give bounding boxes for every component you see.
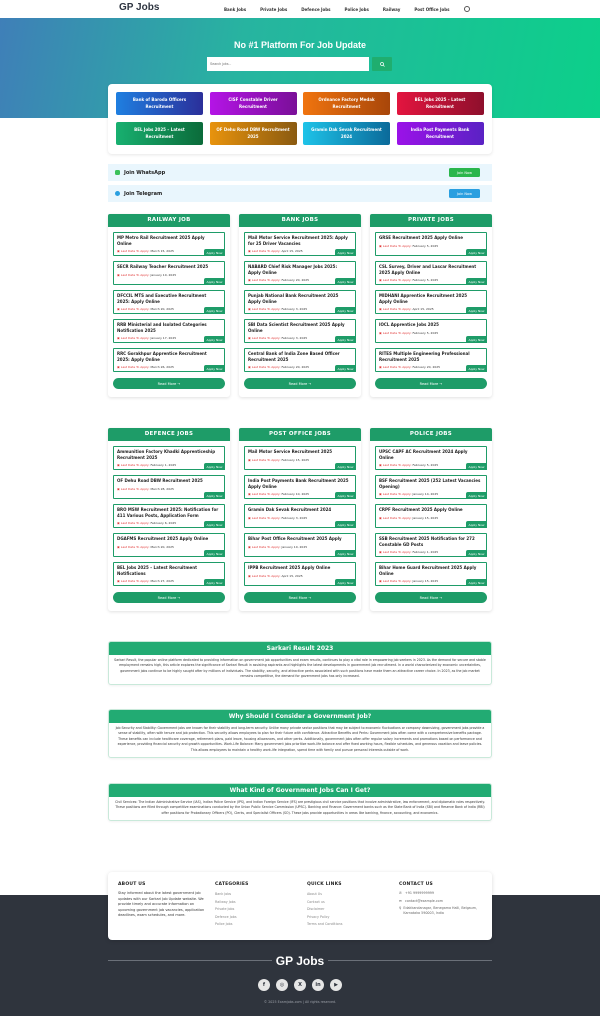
last-date-value: February 5, 2025 (412, 278, 439, 282)
footer-link-defence-jobs[interactable]: Defence Jobs (215, 914, 237, 919)
info-why-government-job (108, 709, 492, 758)
last-date-value: February 5, 2025 (412, 330, 439, 335)
apply-now-button[interactable]: Apply Now (466, 249, 487, 256)
category-railway-jobs (108, 214, 230, 397)
featured-job-tile[interactable]: OF Dehu Road DBW Recruitment 2025 (210, 122, 297, 145)
job-title[interactable]: CRPF Recruitment 2025 Apply Online (379, 507, 463, 512)
join-telegram-bar (108, 185, 492, 202)
job-title[interactable]: GRSE Recruitment 2025 Apply Online (379, 235, 463, 240)
last-date-label: Last Date To Apply: (382, 243, 412, 248)
info-title: What Kind of Government Jobs Can I Get? (109, 784, 491, 797)
calendar-icon: ▣ (117, 544, 121, 549)
category-title: DEFENCE JOBS (108, 428, 230, 441)
last-date-label: Last Date To Apply: (251, 492, 281, 496)
calendar-icon: ▣ (117, 307, 121, 311)
last-date-value: March 20, 2025 (150, 544, 174, 549)
category-bank-jobs (239, 214, 361, 397)
footer-about-title: ABOUT US (118, 882, 146, 887)
category-title: POST OFFICE JOBS (239, 428, 361, 441)
job-item[interactable] (113, 319, 225, 343)
last-date-label: Last Date To Apply: (120, 272, 150, 277)
last-date-label: Last Date To Apply: (251, 249, 281, 253)
calendar-icon: ▣ (379, 330, 383, 335)
job-deadline (248, 516, 352, 520)
last-date-label: Last Date To Apply: (120, 249, 150, 253)
category-title: RAILWAY JOB (108, 214, 230, 227)
apply-now-button[interactable]: Apply Now (335, 550, 356, 557)
job-search-input[interactable] (207, 57, 369, 71)
last-date-value: February 3, 2025 (281, 515, 308, 520)
last-date-label: Last Date To Apply: (251, 336, 281, 340)
featured-job-tile[interactable]: BEL Jobs 2025 – Latest Recruitment (397, 92, 484, 115)
last-date-value: February 20, 2025 (281, 278, 310, 282)
nav-police-jobs[interactable]: Police Jobs (344, 6, 369, 12)
read-more-button[interactable]: Read More → (113, 378, 225, 389)
job-deadline (379, 516, 483, 520)
featured-job-tile[interactable]: India Post Payments Bank Recruitment (397, 122, 484, 145)
calendar-icon: ▣ (117, 272, 121, 277)
last-date-value: February 5, 2025 (412, 463, 439, 467)
footer-link-contact-us[interactable]: Contact us (307, 899, 325, 904)
last-date-value: March 28, 2025 (150, 486, 174, 491)
info-sarkari-result (108, 641, 492, 685)
last-date-label: Last Date To Apply: (120, 544, 150, 549)
job-deadline (379, 244, 483, 248)
last-date-label: Last Date To Apply: (251, 573, 281, 578)
last-date-value: January 15, 2025 (412, 515, 439, 520)
footer-contact (399, 882, 487, 919)
job-title[interactable]: RRB Ministerial and Isolated Categories Notification 2025 (117, 322, 207, 333)
last-date-value: February 1, 2025 (412, 550, 439, 554)
apply-now-button[interactable]: Apply Now (466, 307, 487, 314)
hero-title: No #1 Platform For Job Update (233, 40, 367, 50)
last-date-value: January 10, 2025 (281, 544, 308, 549)
nav-defence-jobs[interactable]: Defence Jobs (301, 6, 331, 12)
apply-now-button[interactable]: Apply Now (466, 521, 487, 528)
contact-phone-text[interactable]: +91 9999999999 (405, 891, 434, 895)
apply-now-button[interactable]: Apply Now (335, 307, 356, 314)
job-item[interactable] (244, 446, 356, 470)
apply-now-button[interactable]: Apply Now (466, 463, 487, 470)
job-deadline (379, 331, 483, 335)
info-body: Civil Services: The Indian Administrative Service (IAS), Indian Police Service (IPS), and Indian Foreign Service (IFS) are prestigious civil service positions that involve administrative, law enforcement, and diplomatic roles respectively. These positions are filled through competitive examinations conducted by the Union Public Service Commission (UPSC). Banking and Finance: Government banks such as the State Bank of India (SBI) and Reserve Bank of India (RBI) offer positions for Probationary Officers (PO), Clerks, and Specialist Officers (SO). These jobs provide opportunities in areas like banking, finance, accounting, and economics. (115, 800, 485, 815)
apply-now-button[interactable]: Apply Now (204, 307, 225, 314)
calendar-icon: ▣ (379, 579, 383, 583)
apply-now-button[interactable]: Apply Now (204, 249, 225, 256)
join-telegram-label: Join Telegram (124, 190, 163, 197)
job-item[interactable] (244, 319, 356, 343)
last-date-value: February 20, 2025 (281, 365, 310, 369)
calendar-icon: ▣ (117, 365, 121, 369)
last-date-value: February 5, 2025 (412, 243, 439, 248)
calendar-icon: ▣ (379, 515, 383, 520)
category-title: PRIVATE JOBS (370, 214, 492, 227)
search-icon[interactable] (464, 6, 470, 12)
job-item[interactable] (244, 290, 356, 314)
last-date-value: April 15, 2025 (412, 307, 434, 311)
location-pin-icon: ⚲ (399, 906, 402, 910)
job-title[interactable]: Central Bank of India Zone Based Officer Recruitment 2025 (248, 351, 340, 362)
info-kind-of-jobs (108, 783, 492, 821)
category-defence-jobs (108, 428, 230, 611)
nav-bank-jobs[interactable]: Bank Jobs (224, 6, 247, 12)
job-item[interactable] (375, 533, 487, 557)
apply-now-button[interactable]: Apply Now (335, 249, 356, 256)
job-title[interactable]: CSL Survey, Driver and Lascar Recruitment 2025 Apply Online (379, 264, 477, 275)
job-deadline (248, 574, 352, 578)
join-telegram-button[interactable]: Join Now (449, 189, 480, 198)
job-title[interactable]: Mail Motor Service Recruitment 2025: Apply for 25 Driver Vacancies (248, 235, 348, 246)
join-whatsapp-label: Join WhatsApp (124, 169, 166, 176)
job-item[interactable] (113, 446, 225, 470)
job-item[interactable] (244, 261, 356, 285)
job-item[interactable] (375, 562, 487, 586)
apply-now-button[interactable]: Apply Now (466, 336, 487, 343)
job-item[interactable] (375, 319, 487, 343)
read-more-button[interactable]: Read More → (375, 592, 487, 603)
job-title[interactable]: OF Dehu Road DBW Recruitment 2025 (117, 478, 203, 483)
footer-link-disclaimer[interactable]: Disclaimer (307, 907, 325, 911)
site-logo[interactable]: GP Jobs (119, 2, 160, 13)
job-item[interactable] (375, 232, 487, 256)
job-title[interactable]: IPPB Recruitment 2025 Apply Online (248, 565, 331, 570)
info-body: Job Security and Stability: Government jobs are known for their stability and long-term security. Unlike many private sector positions that may be subject to economic fluctuations or company downsizing, government jobs provide a sense of stability, often with tenure and job protection. This security allows employees to plan for their future with confidence. Attractive Benefits and Perks: Government jobs often come with a comprehensive benefits package. These benefits can include healthcare coverage, retirement plans, paid leave, housing allowances, and other perks. Additionally, government jobs often offer regular salary increments and promotions based on performance and experience, providing financial security and growth opportunities. Work-Life Balance: Many government jobs prioritize work-life balance and offer fixed working hours, flexible schedules, and generous vacation and leave policies. This allows employees to maintain a healthy work-life integration, spend time with family and pursue personal interests outside of work. (115, 726, 485, 752)
last-date-value: February 20, 2025 (412, 365, 441, 369)
apply-now-button[interactable]: Apply Now (466, 278, 487, 285)
nav-post-office-jobs[interactable]: Post Office Jobs (414, 6, 450, 12)
site-header (0, 0, 600, 18)
job-title[interactable]: RITES Multiple Engineering Professional Recruitment 2025 (379, 351, 470, 362)
footer-link-terms[interactable]: Terms and Conditions (307, 922, 343, 926)
featured-job-tile[interactable]: BEL Jobs 2025 – Latest Recruitment (116, 122, 203, 145)
job-item[interactable] (113, 261, 225, 285)
job-item[interactable] (375, 504, 487, 528)
category-private-jobs (370, 214, 492, 397)
last-date-label: Last Date To Apply: (382, 492, 412, 496)
phone-icon: ✆ (399, 891, 402, 895)
read-more-button[interactable]: Read More → (244, 592, 356, 603)
calendar-icon: ▣ (379, 307, 383, 311)
footer-contact-title: CONTACT US (399, 882, 433, 887)
job-title[interactable]: Ammunition Factory Khadki Apprenticeship Recruitment 2025 (117, 449, 216, 460)
calendar-icon: ▣ (248, 492, 252, 496)
calendar-icon: ▣ (248, 544, 252, 549)
contact-email-text[interactable]: contact@example.com (405, 898, 443, 903)
footer-quick-links-title: QUICK LINKS (307, 882, 342, 887)
job-title[interactable]: India Post Payments Bank Recruitment 2025 Apply Online (248, 478, 349, 489)
last-date-value: April 15, 2025 (281, 573, 303, 578)
last-date-value: January 17, 2025 (150, 336, 177, 340)
calendar-icon: ▣ (117, 579, 121, 583)
social-links (258, 979, 342, 991)
job-title[interactable]: SSB Recruitment 2025 Notification for 272 Constable GD Posts (379, 536, 475, 547)
last-date-value: January 15, 2025 (412, 579, 439, 583)
calendar-icon: ▣ (379, 463, 383, 467)
featured-jobs-panel (108, 84, 492, 154)
last-date-label: Last Date To Apply: (251, 365, 281, 369)
last-date-label: Last Date To Apply: (251, 544, 281, 549)
job-deadline (117, 545, 221, 549)
last-date-value: March 15, 2025 (150, 249, 174, 253)
contact-address-text: Edakkandanagar, Benegama Halli, Belgaum, Karnataka 590003, India (403, 906, 478, 915)
apply-now-button[interactable]: Apply Now (466, 550, 487, 557)
contact-email (399, 899, 487, 904)
category-police-jobs (370, 428, 492, 611)
footer-about-text: Stay informed about the latest government job updates with our Sarkari Job Update website. We provide timely and accurate information on upcoming government job vacancies, application deadlines, exam schedules, and more. (118, 891, 205, 917)
calendar-icon: ▣ (117, 521, 121, 525)
category-title: BANK JOBS (239, 214, 361, 227)
last-date-label: Last Date To Apply: (120, 486, 150, 491)
apply-now-button[interactable]: Apply Now (335, 492, 356, 499)
last-date-label: Last Date To Apply: (120, 463, 150, 467)
last-date-value: March 26, 2025 (150, 365, 174, 369)
last-date-value: February 3, 2025 (281, 307, 308, 311)
last-date-label: Last Date To Apply: (120, 521, 150, 525)
calendar-icon: ▣ (379, 550, 383, 554)
job-title[interactable]: MIDHANI Apprentice Recruitment 2025 Apply Online (379, 293, 468, 304)
calendar-icon: ▣ (248, 457, 252, 462)
footer-link-bank-jobs[interactable]: Bank Jobs (215, 892, 232, 896)
job-item[interactable] (113, 290, 225, 314)
last-date-label: Last Date To Apply: (382, 550, 412, 554)
nav-railway[interactable]: Railway (382, 6, 401, 12)
apply-now-button[interactable]: Apply Now (466, 579, 487, 586)
apply-now-button[interactable]: Apply Now (335, 336, 356, 343)
last-date-label: Last Date To Apply: (382, 515, 412, 520)
job-title[interactable]: BEL Jobs 2025 – Latest Recruitment Notifications (117, 565, 197, 576)
last-date-label: Last Date To Apply: (120, 579, 150, 583)
calendar-icon: ▣ (248, 365, 252, 369)
nav-private-jobs[interactable]: Private Jobs (260, 6, 288, 12)
footer-quick-links (307, 882, 342, 929)
instagram-icon[interactable]: ◎ (276, 979, 288, 991)
read-more-button[interactable]: Read More → (244, 378, 356, 389)
apply-now-button[interactable]: Apply Now (204, 463, 225, 470)
info-title: Sarkari Result 2023 (109, 642, 491, 655)
calendar-icon: ▣ (248, 307, 252, 311)
apply-now-button[interactable]: Apply Now (204, 336, 225, 343)
job-title[interactable]: NABARD Chief Risk Manager Jobs 2025: Apply Online (248, 264, 338, 275)
job-title[interactable]: BSF Recruitment 2025 (252 Latest Vacancies Opening) (379, 478, 481, 489)
last-date-value: February 10, 2025 (281, 492, 310, 496)
last-date-label: Last Date To Apply: (120, 336, 150, 340)
apply-now-button[interactable]: Apply Now (335, 278, 356, 285)
job-item[interactable] (244, 348, 356, 372)
calendar-icon: ▣ (379, 278, 383, 282)
job-item[interactable] (244, 562, 356, 586)
join-whatsapp-button[interactable]: Join Now (449, 168, 480, 177)
job-title[interactable]: Bihar Post Office Recruitment 2025 Apply (248, 536, 342, 541)
job-title[interactable]: UPSC CAPF AC Recruitment 2024 Apply Online (379, 449, 468, 460)
contact-phone (399, 891, 487, 896)
featured-job-tile[interactable]: CISF Constable Driver Recruitment (210, 92, 297, 115)
job-item[interactable] (244, 504, 356, 528)
youtube-icon[interactable]: ▶ (330, 979, 342, 991)
telegram-icon (115, 191, 120, 196)
calendar-icon: ▣ (248, 515, 252, 520)
job-item[interactable] (375, 446, 487, 470)
apply-now-button[interactable]: Apply Now (204, 278, 225, 285)
last-date-label: Last Date To Apply: (382, 330, 412, 335)
apply-now-button[interactable]: Apply Now (204, 521, 225, 528)
last-date-label: Last Date To Apply: (382, 307, 412, 311)
last-date-value: January 14, 2025 (412, 492, 439, 496)
last-date-value: February 15, 2025 (281, 457, 310, 462)
email-icon: ✉ (399, 898, 402, 903)
job-item[interactable] (375, 290, 487, 314)
category-title: POLICE JOBS (370, 428, 492, 441)
job-item[interactable] (244, 475, 356, 499)
copyright: © 2025 Examjobs.com | All rights reserved. (263, 1000, 337, 1004)
info-body: Sarkari Result, the popular online platform dedicated to providing information on government job opportunities and exam results, continues to play a vital role in empowering job seekers in 2023. As the demand for secure and stable employment remains high, this article explores the significance of Sarkari Result in assisting aspirants and highlights the latest developments in government job recruitment. In a world characterized by economic uncertainties, government jobs continue to be highly sought after by millions of individuals. The stability, security, and attractive perks associated with such positions have made them an attractive career choice. In 2023, as the job market remains competitive, the demand for government jobs has only increased. (114, 658, 486, 679)
calendar-icon: ▣ (248, 249, 252, 253)
last-date-value: February 6, 2025 (150, 521, 177, 525)
linkedin-icon[interactable]: in (312, 979, 324, 991)
footer-links-card (108, 872, 492, 940)
job-deadline (117, 487, 221, 491)
main-nav (224, 0, 470, 18)
last-date-label: Last Date To Apply: (251, 278, 281, 282)
apply-now-button[interactable]: Apply Now (204, 365, 225, 372)
search-icon (380, 62, 385, 67)
job-item[interactable] (244, 533, 356, 557)
calendar-icon: ▣ (379, 492, 383, 496)
job-item[interactable] (375, 261, 487, 285)
featured-job-tile[interactable]: Bank of Baroda Officers Recruitment (116, 92, 203, 115)
apply-now-button[interactable]: Apply Now (335, 365, 356, 372)
apply-now-button[interactable]: Apply Now (204, 550, 225, 557)
featured-job-tile[interactable]: Ordnance Factory Medak Recruitment (303, 92, 390, 115)
job-item[interactable] (375, 475, 487, 499)
footer-link-about-us[interactable]: About Us (307, 892, 322, 896)
footer-categories (215, 882, 249, 929)
whatsapp-icon (115, 170, 120, 175)
last-date-value: March 27, 2025 (150, 579, 174, 583)
read-more-button[interactable]: Read More → (375, 378, 487, 389)
job-title[interactable]: SBI Data Scientist Recruitment 2025 Apply Online (248, 322, 345, 333)
job-title[interactable]: Mail Motor Service Recruitment 2025 (248, 449, 333, 454)
calendar-icon: ▣ (379, 243, 383, 248)
job-item[interactable] (113, 475, 225, 499)
footer-about (118, 882, 206, 919)
calendar-icon: ▣ (117, 249, 121, 253)
calendar-icon: ▣ (248, 278, 252, 282)
job-item[interactable] (113, 533, 225, 557)
last-date-value: January 10, 2025 (150, 272, 177, 277)
apply-now-button[interactable]: Apply Now (204, 579, 225, 586)
featured-job-tile[interactable]: Gramin Dak Sevak Recruitment 2024 (303, 122, 390, 145)
calendar-icon: ▣ (248, 573, 252, 578)
apply-now-button[interactable]: Apply Now (335, 579, 356, 586)
apply-now-button[interactable]: Apply Now (466, 365, 487, 372)
last-date-label: Last Date To Apply: (251, 307, 281, 311)
footer-link-police-jobs[interactable]: Police Jobs (215, 922, 233, 926)
calendar-icon: ▣ (379, 365, 383, 369)
footer-logo: GP Jobs (0, 950, 600, 969)
job-item[interactable] (244, 232, 356, 256)
footer-link-privacy-policy[interactable]: Privacy Policy (307, 914, 330, 919)
category-post-office-jobs (239, 428, 361, 611)
last-date-value: April 15, 2025 (281, 249, 303, 253)
job-deadline (248, 458, 352, 462)
info-title: Why Should I Consider a Government Job? (109, 710, 491, 723)
apply-now-button[interactable]: Apply Now (335, 521, 356, 528)
job-deadline (248, 545, 352, 549)
contact-address (399, 906, 487, 916)
apply-now-button[interactable]: Apply Now (204, 492, 225, 499)
last-date-label: Last Date To Apply: (251, 515, 281, 520)
job-title[interactable]: DFCCIL MTS and Executive Recruitment 2025: Apply Online (117, 293, 207, 304)
calendar-icon: ▣ (117, 486, 121, 491)
last-date-label: Last Date To Apply: (382, 365, 412, 369)
last-date-value: March 20, 2025 (150, 307, 174, 311)
search-button[interactable] (372, 57, 392, 71)
calendar-icon: ▣ (117, 463, 121, 467)
job-item[interactable] (113, 348, 225, 372)
calendar-icon: ▣ (117, 336, 121, 340)
apply-now-button[interactable]: Apply Now (335, 463, 356, 470)
job-item[interactable] (113, 504, 225, 528)
read-more-button[interactable]: Read More → (113, 592, 225, 603)
last-date-label: Last Date To Apply: (251, 457, 281, 462)
job-title[interactable]: Punjab National Bank Recruitment 2025 Apply Online (248, 293, 339, 304)
job-title[interactable]: MP Metro Rail Recruitment 2025 Apply Online (117, 235, 205, 246)
last-date-value: February 3, 2025 (281, 336, 308, 340)
x-twitter-icon[interactable]: X (294, 979, 306, 991)
last-date-label: Last Date To Apply: (382, 278, 412, 282)
last-date-value: February 1, 2025 (150, 463, 177, 467)
last-date-label: Last Date To Apply: (382, 463, 412, 467)
footer-link-railway-jobs[interactable]: Railway Jobs (215, 899, 236, 904)
job-title[interactable]: SECR Railway Teacher Recruitment 2025 (117, 264, 209, 269)
footer-categories-title: CATEGORIES (215, 882, 249, 887)
footer-link-private-jobs[interactable]: Private Jobs (215, 907, 235, 911)
job-title[interactable]: BRO MSW Recruitment 2025: Notification for 411 Various Posts, Application Form (117, 507, 219, 518)
job-deadline (117, 273, 221, 277)
last-date-label: Last Date To Apply: (120, 307, 150, 311)
job-title[interactable]: DGAFMS Recruitment 2025 Apply Online (117, 536, 209, 541)
last-date-label: Last Date To Apply: (382, 579, 412, 583)
last-date-label: Last Date To Apply: (120, 365, 150, 369)
job-item[interactable] (113, 562, 225, 586)
job-title[interactable]: Bihar Home Guard Recruitment 2025 Apply Online (379, 565, 477, 576)
job-item[interactable] (113, 232, 225, 256)
job-title[interactable]: Gramin Dak Sevak Recruitment 2024 (248, 507, 332, 512)
calendar-icon: ▣ (248, 336, 252, 340)
job-title[interactable]: IOCL Apprentice Jobs 2025 (379, 322, 439, 327)
job-title[interactable]: RRC Gorakhpur Apprentice Recruitment 2025: Apply Online (117, 351, 207, 362)
join-whatsapp-bar (108, 164, 492, 181)
facebook-icon[interactable]: f (258, 979, 270, 991)
apply-now-button[interactable]: Apply Now (466, 492, 487, 499)
job-item[interactable] (375, 348, 487, 372)
